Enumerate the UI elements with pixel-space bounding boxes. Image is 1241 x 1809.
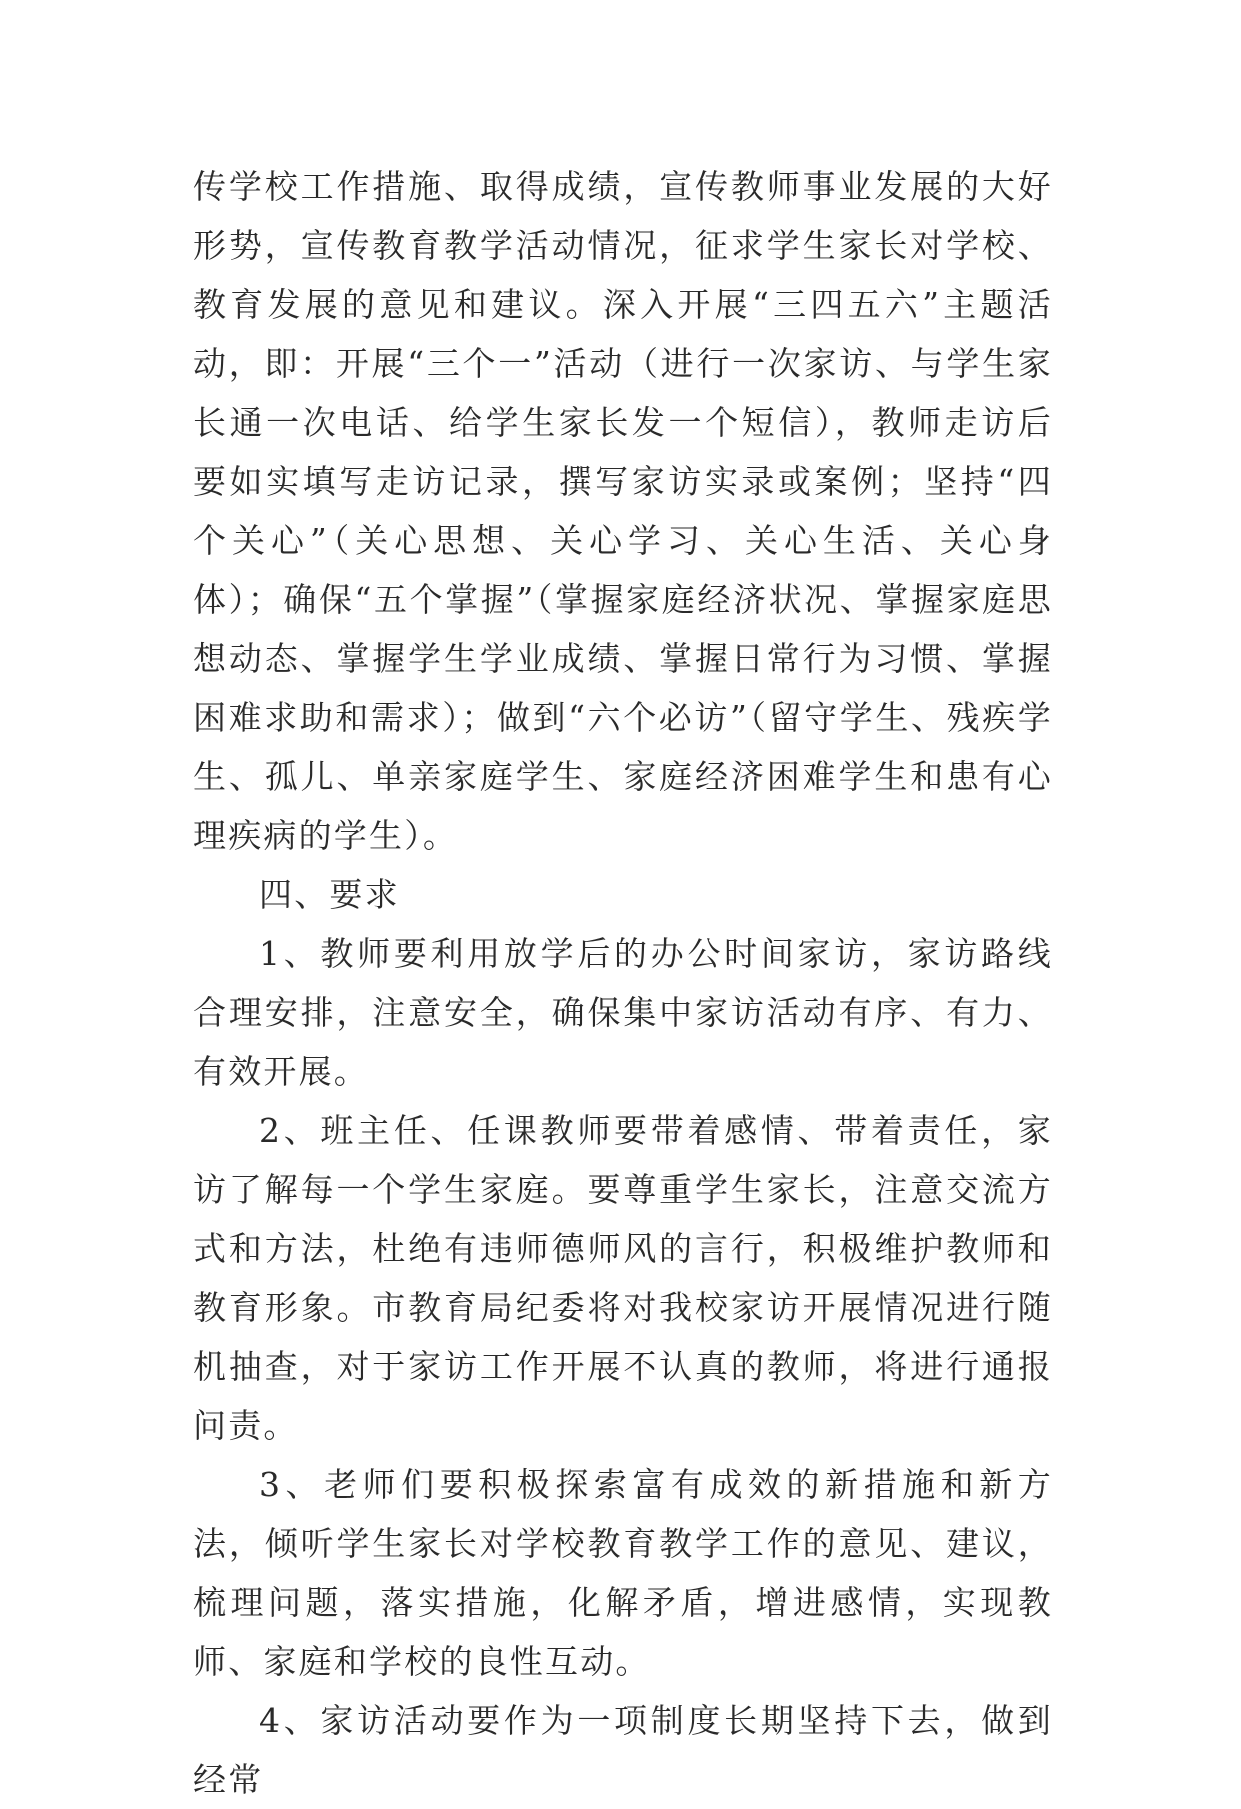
requirement-item-4: 4、家访活动要作为一项制度长期坚持下去，做到经常 [193,1701,1053,1799]
continued-paragraph: 传学校工作措施、取得成绩，宣传教师事业发展的大好形势，宣传教育教学活动情况，征求学生家长对学校、教育发展的意见和建议。深入开展“三四五六”主题活动，即：开展“三个一”活动（进行一次家访、与学生家长通一次电话、给学生家长发一个短信），教师走访后要如实填写走访记录，撰写家访实录或案例；坚持“四个关心”（关心思想、关心学习、关心生活、关心身体）；确保“五个掌握”（掌握家庭经济状况、掌握家庭思想动态、掌握学生学业成绩、掌握日常行为习惯、掌握困难求助和需求）；做到“六个必访”（留守学生、残疾学生、孤儿、单亲家庭学生、家庭经济困难学生和患有心理疾病的学生）。 [193,167,1053,855]
requirement-item-1: 1、教师要利用放学后的办公时间家访，家访路线合理安排，注意安全，确保集中家访活动有序、有力、有效开展。 [193,934,1053,1091]
requirement-item-2: 2、班主任、任课教师要带着感情、带着责任，家访了解每一个学生家庭。要尊重学生家长，注意交流方式和方法，杜绝有违师德师风的言行，积极维护教师和教育形象。市教育局纪委将对我校家访开展情况进行随机抽查，对于家访工作开展不认真的教师，将进行通报问责。 [193,1111,1053,1445]
section-heading: 四、要求 [259,875,400,914]
document-body [193,157,1053,1809]
requirement-item-3: 3、老师们要积极探索富有成效的新措施和新方法，倾听学生家长对学校教育教学工作的意见、建议，梳理问题，落实措施，化解矛盾，增进感情，实现教师、家庭和学校的良性互动。 [193,1465,1053,1681]
